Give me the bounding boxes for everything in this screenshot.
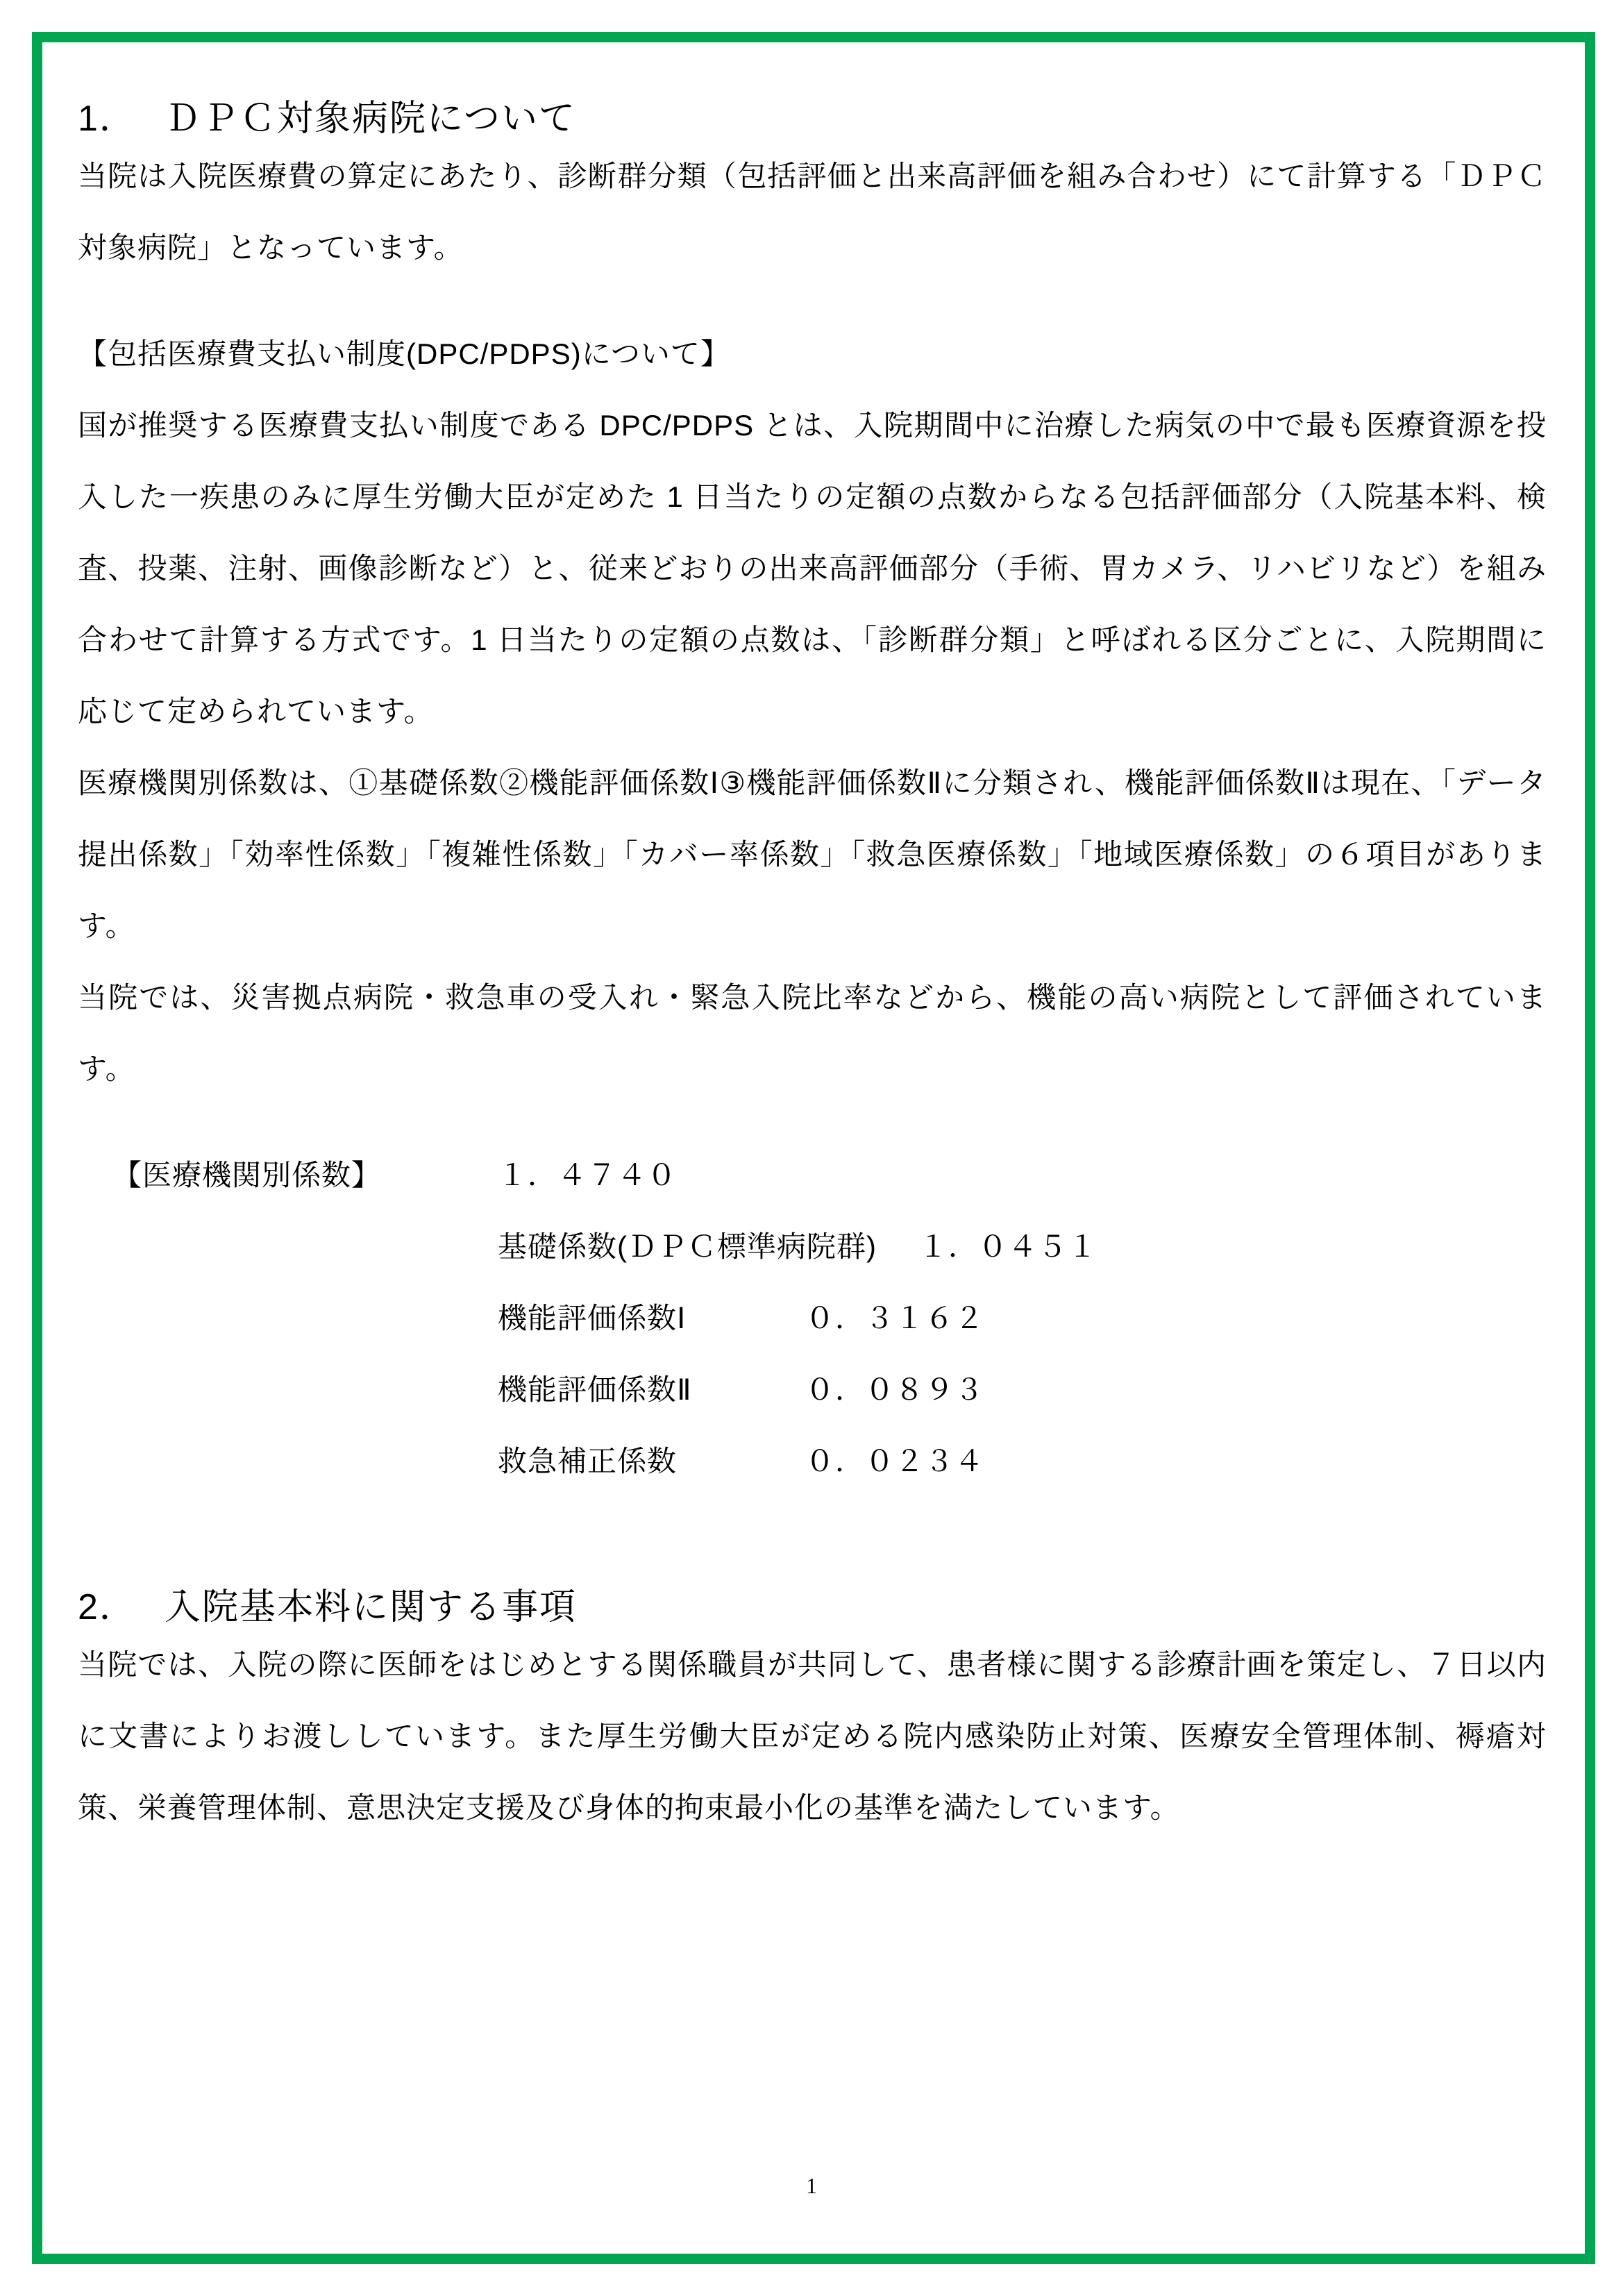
section-1-title: ＤＰＣ対象病院について [165, 99, 576, 139]
dpc-paragraph-3: 当院では、災害拠点病院・救急車の受入れ・緊急入院比率などから、機能の高い病院として評価されています。 [78, 981, 1547, 1085]
section-2-paragraph: 当院では、入院の際に医師をはじめとする関係職員が共同して、患者様に関する診療計画を策定し、７日以内に文書によりお渡ししています。また厚生労働大臣が定める院内感染防止対策、医療安全管理体制、褥瘡対策、栄養管理体制、意思決定支援及び身体的拘束最小化の基準を満たしています。 [78, 1648, 1547, 1824]
dpc-explanation-block [78, 318, 1547, 1105]
coefficient-row-value: ０．０８９３ [805, 1373, 985, 1406]
coefficient-row [498, 1354, 1547, 1425]
coefficient-row-label: 機能評価係数Ⅰ [498, 1302, 687, 1334]
coefficient-row [498, 1282, 1547, 1354]
coefficient-row-value: ０．３１６２ [805, 1302, 985, 1334]
section-1-heading [78, 97, 1547, 140]
dpc-paragraph-1: 国が推奨する医療費支払い制度である DPC/PDPS とは、入院期間中に治療した病気の中で最も医療資源を投入した一疾患のみに厚生労働大臣が定めた 1 日当たりの定額の点数からなる包括評価部分（入院基本料、検査、投薬、注射、画像診断など）と、従来どおりの出来高評価部分（手術、胃カメラ、リハビリなど）を組み合わせて計算する方式です。1 日当たりの定額の点数は、「診断群分類」と呼ばれる区分ごとに、入院期間に応じて定められています。 [78, 409, 1547, 728]
dpc-subheading: 【包括医療費支払い制度(DPC/PDPS)について】 [78, 337, 730, 370]
coefficient-row-label: 機能評価係数Ⅱ [498, 1373, 692, 1406]
coefficient-row-value: ０．０２３４ [805, 1445, 985, 1477]
section-2-heading [78, 1586, 1547, 1629]
coefficient-row [498, 1211, 1547, 1282]
section-1-number: 1． [78, 99, 137, 139]
coefficient-row-label: 救急補正係数 [498, 1445, 678, 1477]
dpc-paragraph-2: 医療機関別係数は、①基礎係数②機能評価係数Ⅰ③機能評価係数Ⅱに分類され、機能評価係数Ⅱは現在、「データ提出係数」「効率性係数」「複雑性係数」「カバー率係数」「救急医療係数」「地域医療係数」の６項目があります。 [78, 766, 1547, 942]
coefficient-row-label: 基礎係数(ＤＰＣ標準病院群) [498, 1230, 877, 1263]
coefficient-block [112, 1139, 1547, 1497]
section-2-title: 入院基本料に関する事項 [165, 1587, 578, 1627]
coefficient-row [498, 1425, 1547, 1497]
section-2-number: 2． [78, 1587, 137, 1627]
coefficient-heading: 【医療機関別係数】 [112, 1159, 382, 1191]
coefficient-header-row [112, 1139, 1547, 1211]
coefficient-total-value: １．４７４０ [498, 1159, 678, 1191]
coefficient-rows [498, 1211, 1547, 1497]
coefficient-row-value: １．０４５１ [918, 1230, 1098, 1263]
page-number: 1 [806, 2173, 817, 2198]
document-content [78, 97, 1547, 1843]
section-1-intro-paragraph: 当院は入院医療費の算定にあたり、診断群分類（包括評価と出来高評価を組み合わせ）にて計算する「ＤＰＣ対象病院」となっています。 [78, 160, 1547, 264]
